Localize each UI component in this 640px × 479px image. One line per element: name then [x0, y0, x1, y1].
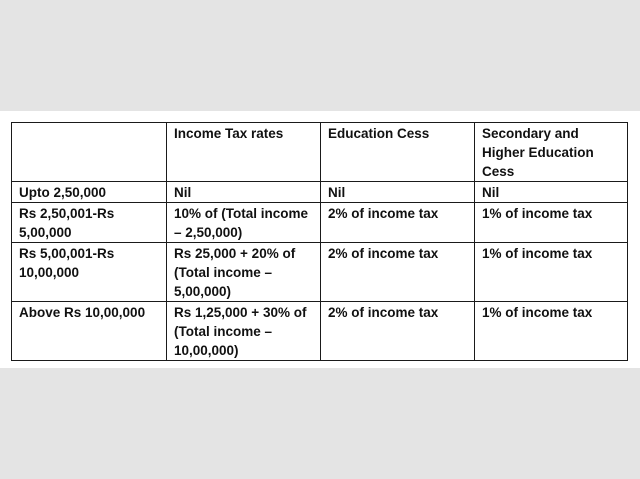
table-header-row: [12, 123, 628, 182]
secondary-cess-cell: 1% of income tax: [475, 203, 628, 243]
education-cess-cell: 2% of income tax: [321, 203, 475, 243]
income-tax-rate-cell: Nil: [167, 182, 321, 203]
income-tax-table: [11, 122, 628, 361]
table-row: [12, 182, 628, 203]
income-tax-rate-cell: 10% of (Total income – 2,50,000): [167, 203, 321, 243]
income-slab-cell: Rs 2,50,001-Rs 5,00,000: [12, 203, 167, 243]
header-cell-slab: [12, 123, 167, 182]
income-slab-cell: Rs 5,00,001-Rs 10,00,000: [12, 243, 167, 302]
education-cess-cell: Nil: [321, 182, 475, 203]
education-cess-cell: 2% of income tax: [321, 243, 475, 302]
income-tax-rate-cell: Rs 1,25,000 + 30% of (Total income – 10,00,000): [167, 302, 321, 361]
table-row: [12, 203, 628, 243]
education-cess-cell: 2% of income tax: [321, 302, 475, 361]
secondary-cess-cell: 1% of income tax: [475, 302, 628, 361]
table-row: [12, 302, 628, 361]
income-slab-cell: Above Rs 10,00,000: [12, 302, 167, 361]
header-cell-education-cess: Education Cess: [321, 123, 475, 182]
income-slab-cell: Upto 2,50,000: [12, 182, 167, 203]
secondary-cess-cell: Nil: [475, 182, 628, 203]
header-cell-secondary-higher-education-cess: Secondary and Higher Education Cess: [475, 123, 628, 182]
header-cell-income-tax-rates: Income Tax rates: [167, 123, 321, 182]
table-row: [12, 243, 628, 302]
secondary-cess-cell: 1% of income tax: [475, 243, 628, 302]
income-tax-rate-cell: Rs 25,000 + 20% of (Total income – 5,00,000): [167, 243, 321, 302]
